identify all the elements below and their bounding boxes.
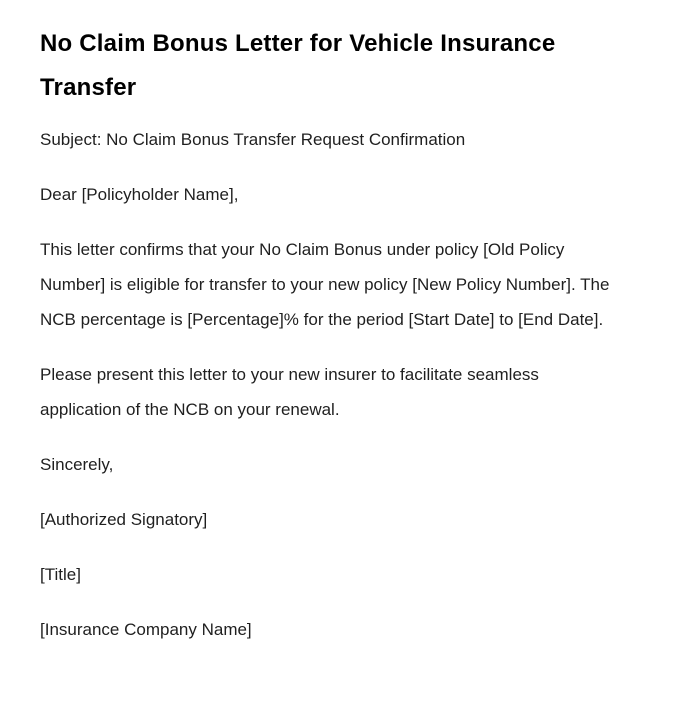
letter-title: No Claim Bonus Letter for Vehicle Insurance Transfer (40, 30, 556, 101)
letter-body (40, 122, 640, 647)
letter-paragraph: Subject: No Claim Bonus Transfer Request Confirmation (40, 130, 466, 149)
letter-paragraph: [Authorized Signatory] (40, 510, 208, 529)
letter-paragraph: [Insurance Company Name] (40, 620, 252, 639)
letter-paragraph: Please present this letter to your new insurer to facilitate seamless application of the NCB on your renewal. (40, 365, 539, 419)
letter-paragraph: Dear [Policyholder Name], (40, 185, 239, 204)
letter-paragraph: Sincerely, (40, 455, 114, 474)
letter-paragraph: [Title] (40, 565, 81, 584)
letter-paragraph: This letter confirms that your No Claim Bonus under policy [Old Policy Number] is eligible for transfer to your new policy [New Policy Number]. The NCB percentage is [Percentage]% for the period [Start Date] to [End Date]. (40, 240, 610, 329)
